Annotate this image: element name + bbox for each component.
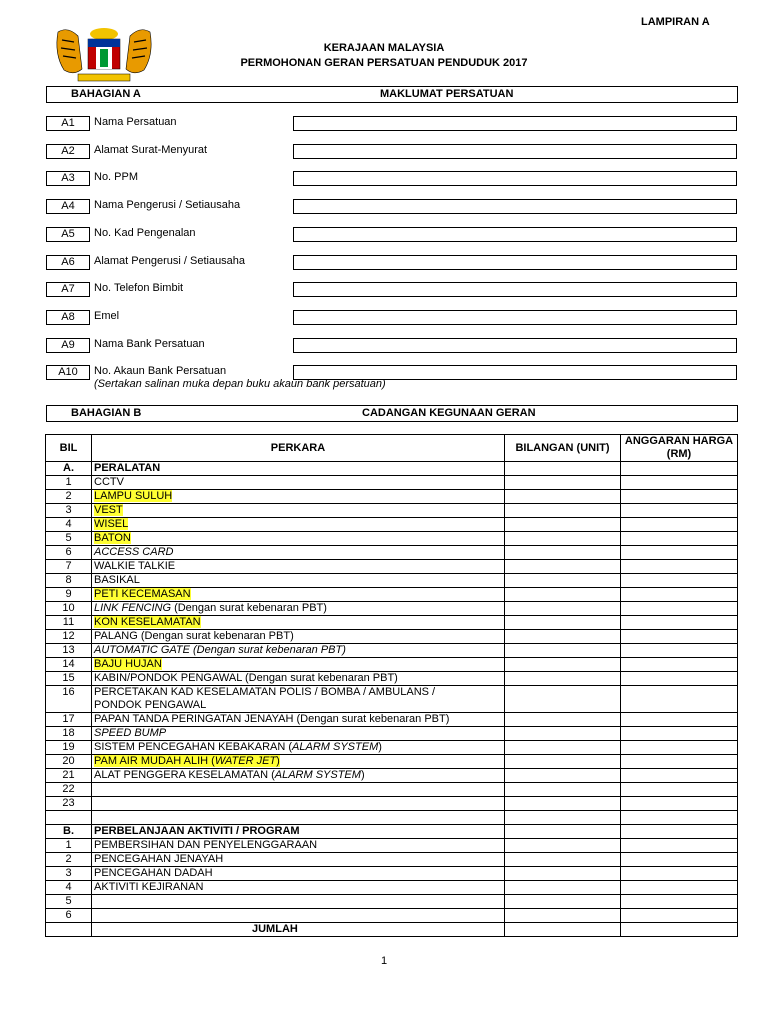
price-cell[interactable] (621, 909, 738, 923)
qty-cell[interactable] (505, 741, 621, 755)
qty-cell[interactable] (505, 686, 621, 713)
price-cell[interactable] (621, 490, 738, 504)
qty-cell[interactable] (505, 909, 621, 923)
table-row: 3 VEST (46, 504, 738, 518)
qty-cell[interactable] (505, 658, 621, 672)
price-cell[interactable] (621, 588, 738, 602)
price-cell[interactable] (621, 867, 738, 881)
section-a-label: BAHAGIAN A (71, 88, 141, 100)
field-code: A7 (46, 282, 90, 297)
field-label: Emel (94, 310, 120, 322)
qty-cell[interactable] (505, 755, 621, 769)
item-cell[interactable] (92, 797, 505, 811)
field-label: Nama Pengerusi / Setiausaha (94, 199, 241, 211)
group-a-price (621, 462, 738, 476)
price-cell[interactable] (621, 504, 738, 518)
field-input[interactable] (293, 310, 737, 325)
qty-cell[interactable] (505, 518, 621, 532)
price-cell[interactable] (621, 518, 738, 532)
table-row: 21 ALAT PENGGERA KESELAMATAN (ALARM SYSTEM) (46, 769, 738, 783)
qty-cell[interactable] (505, 588, 621, 602)
group-b-code: B. (46, 825, 92, 839)
field-code: A5 (46, 227, 90, 242)
qty-cell[interactable] (505, 574, 621, 588)
field-input[interactable] (293, 199, 737, 214)
table-row: 19 SISTEM PENCEGAHAN KEBAKARAN (ALARM SYSTEM) (46, 741, 738, 755)
page-number: 1 (380, 955, 388, 967)
document-subtitle: PERMOHONAN GERAN PERSATUAN PENDUDUK 2017 (240, 57, 528, 69)
group-a-code: A. (46, 462, 92, 476)
field-input[interactable] (293, 116, 737, 131)
qty-cell[interactable] (505, 783, 621, 797)
table-row: 1 CCTV (46, 476, 738, 490)
section-b-label: BAHAGIAN B (71, 407, 142, 419)
price-cell[interactable] (621, 853, 738, 867)
price-cell[interactable] (621, 895, 738, 909)
table-row: 15 KABIN/PONDOK PENGAWAL (Dengan surat kebenaran PBT) (46, 672, 738, 686)
total-label: JUMLAH (92, 923, 505, 937)
price-cell[interactable] (621, 839, 738, 853)
field-label: No. Kad Pengenalan (94, 227, 196, 239)
header-bil: BIL (46, 435, 92, 462)
table-row: 18 SPEED BUMP (46, 727, 738, 741)
price-cell[interactable] (621, 476, 738, 490)
table-row: 8 BASIKAL (46, 574, 738, 588)
table-header-row (46, 435, 738, 462)
price-cell[interactable] (621, 881, 738, 895)
price-cell[interactable] (621, 741, 738, 755)
total-row (46, 923, 738, 937)
table-row: 5 BATON (46, 532, 738, 546)
field-label: No. PPM (94, 171, 139, 183)
table-row: 4 WISEL (46, 518, 738, 532)
field-input[interactable] (293, 227, 737, 242)
qty-cell[interactable] (505, 672, 621, 686)
field-input[interactable] (293, 144, 737, 159)
annex-label: LAMPIRAN A (641, 16, 710, 28)
qty-cell[interactable] (505, 881, 621, 895)
field-input[interactable] (293, 338, 737, 353)
grant-usage-table (45, 434, 738, 937)
qty-cell[interactable] (505, 853, 621, 867)
qty-cell[interactable] (505, 839, 621, 853)
qty-cell[interactable] (505, 616, 621, 630)
item-cell[interactable] (92, 783, 505, 797)
table-row: 20 PAM AIR MUDAH ALIH (WATER JET) (46, 755, 738, 769)
group-b-price (621, 825, 738, 839)
table-row: 23 (46, 797, 738, 811)
section-b-header (46, 405, 738, 422)
field-code: A6 (46, 255, 90, 270)
table-row: 4 AKTIVITI KEJIRANAN (46, 881, 738, 895)
field-code: A10 (46, 365, 90, 380)
price-cell[interactable] (621, 574, 738, 588)
table-row: 6 (46, 909, 738, 923)
price-cell[interactable] (621, 797, 738, 811)
group-b-title: PERBELANJAAN AKTIVITI / PROGRAM (92, 825, 505, 839)
price-cell[interactable] (621, 630, 738, 644)
table-row: 7 WALKIE TALKIE (46, 560, 738, 574)
group-b-row (46, 825, 738, 839)
table-row: 13 AUTOMATIC GATE (Dengan surat kebenaran PBT) (46, 644, 738, 658)
field-label: Alamat Surat-Menyurat (94, 144, 208, 156)
qty-cell[interactable] (505, 546, 621, 560)
field-input[interactable] (293, 171, 737, 186)
table-row: 3 PENCEGAHAN DADAH (46, 867, 738, 881)
price-cell[interactable] (621, 769, 738, 783)
field-code: A4 (46, 199, 90, 214)
field-code: A1 (46, 116, 90, 131)
price-cell[interactable] (621, 658, 738, 672)
table-row: 1 PEMBERSIHAN DAN PENYELENGGARAAN (46, 839, 738, 853)
price-cell[interactable] (621, 713, 738, 727)
qty-cell[interactable] (505, 769, 621, 783)
group-a-qty (505, 462, 621, 476)
group-a-row (46, 462, 738, 476)
document-title: KERAJAAN MALAYSIA (323, 42, 445, 54)
total-price-cell[interactable] (621, 923, 738, 937)
price-cell[interactable] (621, 686, 738, 713)
malaysia-coat-of-arms-icon (48, 24, 160, 86)
group-b-qty (505, 825, 621, 839)
total-qty-cell[interactable] (505, 923, 621, 937)
qty-cell[interactable] (505, 727, 621, 741)
field-code: A9 (46, 338, 90, 353)
spacer-row (46, 811, 738, 825)
table-row: 17 PAPAN TANDA PERINGATAN JENAYAH (Dengan surat kebenaran PBT) (46, 713, 738, 727)
field-input[interactable] (293, 282, 737, 297)
qty-cell[interactable] (505, 504, 621, 518)
price-cell[interactable] (621, 546, 738, 560)
qty-cell[interactable] (505, 630, 621, 644)
header-bilangan: BILANGAN (UNIT) (505, 435, 621, 462)
table-row: 6 ACCESS CARD (46, 546, 738, 560)
qty-cell[interactable] (505, 490, 621, 504)
table-row: 5 (46, 895, 738, 909)
header-perkara: PERKARA (92, 435, 505, 462)
section-a-title: MAKLUMAT PERSATUAN (380, 88, 514, 100)
section-a-header (46, 86, 738, 103)
table-row: 16 PERCETAKAN KAD KESELAMATAN POLIS / BOMBA / AMBULANS / PONDOK PENGAWAL (46, 686, 738, 713)
qty-cell[interactable] (505, 476, 621, 490)
qty-cell[interactable] (505, 532, 621, 546)
qty-cell[interactable] (505, 797, 621, 811)
qty-cell[interactable] (505, 602, 621, 616)
qty-cell[interactable] (505, 895, 621, 909)
price-cell[interactable] (621, 727, 738, 741)
field-code: A2 (46, 144, 90, 159)
qty-cell[interactable] (505, 867, 621, 881)
qty-cell[interactable] (505, 713, 621, 727)
field-label: No. Akaun Bank Persatuan (94, 365, 227, 377)
header-anggaran: ANGGARAN HARGA (RM) (621, 435, 738, 462)
price-cell[interactable] (621, 560, 738, 574)
table-row: 22 (46, 783, 738, 797)
price-cell[interactable] (621, 616, 738, 630)
field-code: A8 (46, 310, 90, 325)
field-label: Nama Bank Persatuan (94, 338, 205, 350)
table-row: 14 BAJU HUJAN (46, 658, 738, 672)
qty-cell[interactable] (505, 644, 621, 658)
table-row: 12 PALANG (Dengan surat kebenaran PBT) (46, 630, 738, 644)
item-cell[interactable] (92, 909, 505, 923)
field-label: No. Telefon Bimbit (94, 282, 184, 294)
price-cell[interactable] (621, 532, 738, 546)
table-row: 10 LINK FENCING (Dengan surat kebenaran PBT) (46, 602, 738, 616)
field-label: Nama Persatuan (94, 116, 177, 128)
price-cell[interactable] (621, 783, 738, 797)
price-cell[interactable] (621, 644, 738, 658)
table-row: 2 LAMPU SULUH (46, 490, 738, 504)
field-input[interactable] (293, 255, 737, 270)
price-cell[interactable] (621, 602, 738, 616)
field-label: Alamat Pengerusi / Setiausaha (94, 255, 246, 267)
table-row: 11 KON KESELAMATAN (46, 616, 738, 630)
item-cell[interactable] (92, 895, 505, 909)
section-b-title: CADANGAN KEGUNAAN GERAN (362, 407, 536, 419)
table-row: 9 PETI KECEMASAN (46, 588, 738, 602)
field-code: A3 (46, 171, 90, 186)
bank-account-note: (Sertakan salinan muka depan buku akaun bank persatuan) (94, 378, 386, 390)
price-cell[interactable] (621, 755, 738, 769)
group-a-title: PERALATAN (92, 462, 505, 476)
price-cell[interactable] (621, 672, 738, 686)
qty-cell[interactable] (505, 560, 621, 574)
table-row: 2 PENCEGAHAN JENAYAH (46, 853, 738, 867)
